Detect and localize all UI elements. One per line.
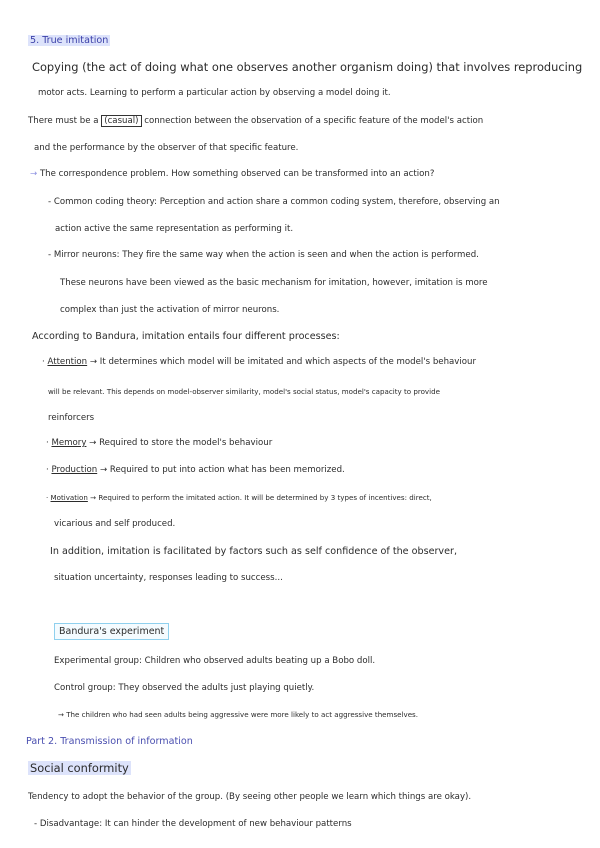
mirror-line-1: - Mirror neurons: They fire the same way when the action is seen and when the action is performed. xyxy=(48,250,479,260)
correspondence-line: → The correspondence problem. How something observed can be transformed into an action? xyxy=(30,169,435,179)
causal-line-2: and the performance by the observer of that specific feature. xyxy=(34,143,299,153)
causal-word: (casual) xyxy=(101,115,141,127)
attention-label: Attention xyxy=(47,357,88,367)
motivation-line-1: · Motivation → Required to perform the imitated action. It will be determined by 3 types of incentives: direct, xyxy=(46,493,432,502)
addition-line-1: In addition, imitation is facilitated by factors such as self confidence of the observer, xyxy=(50,546,457,557)
control-group-line: Control group: They observed the adults just playing quietly. xyxy=(54,683,315,693)
production-line: · Production → Required to put into action what has been memorized. xyxy=(46,465,345,475)
section-title: 5. True imitation xyxy=(30,35,109,46)
motivation-label: Motivation xyxy=(50,493,88,502)
part2-title: Part 2. Transmission of information xyxy=(26,736,193,747)
motivation-line-2: vicarious and self produced. xyxy=(54,519,176,529)
common-coding-line-1: - Common coding theory: Perception and action share a common coding system, therefore, observing an xyxy=(48,197,500,207)
memory-line: · Memory → Required to store the model's behaviour xyxy=(46,438,273,448)
causal-line-1: There must be a (casual) connection between the observation of a specific feature of the model's action xyxy=(28,116,484,126)
arrow-right-icon: → xyxy=(30,169,38,179)
disadvantage-line: - Disadvantage: It can hinder the development of new behaviour patterns xyxy=(34,819,352,829)
attention-line-1: · Attention → It determines which model will be imitated and which aspects of the model's behaviour xyxy=(42,357,477,367)
common-coding-line-2: action active the same representation as performing it. xyxy=(55,224,294,234)
experiment-result-line: → The children who had seen adults being aggressive were more likely to act aggressive themselves. xyxy=(58,710,419,719)
mirror-line-3: complex than just the activation of mirror neurons. xyxy=(60,305,280,315)
production-label: Production xyxy=(51,465,98,475)
memory-label: Memory xyxy=(51,438,87,448)
social-conformity-heading: Social conformity xyxy=(30,761,129,775)
definition-line-2: motor acts. Learning to perform a particular action by observing a model doing it. xyxy=(38,88,391,98)
addition-line-2: situation uncertainty, responses leading to success... xyxy=(54,573,283,583)
attention-line-3: reinforcers xyxy=(48,413,95,423)
attention-line-2: will be relevant. This depends on model-observer similarity, model's social status, model's capacity to provide xyxy=(48,387,440,396)
mirror-line-2: These neurons have been viewed as the basic mechanism for imitation, however, imitation is more xyxy=(60,278,488,288)
bandura-experiment-box: Bandura's experiment xyxy=(54,623,169,640)
definition-line-1: Copying (the act of doing what one observes another organism doing) that involves reproducing xyxy=(32,60,583,74)
experimental-group-line: Experimental group: Children who observed adults beating up a Bobo doll. xyxy=(54,656,376,666)
bandura-intro: According to Bandura, imitation entails four different processes: xyxy=(32,331,340,342)
conformity-definition: Tendency to adopt the behavior of the group. (By seeing other people we learn which things are okay). xyxy=(28,792,472,802)
